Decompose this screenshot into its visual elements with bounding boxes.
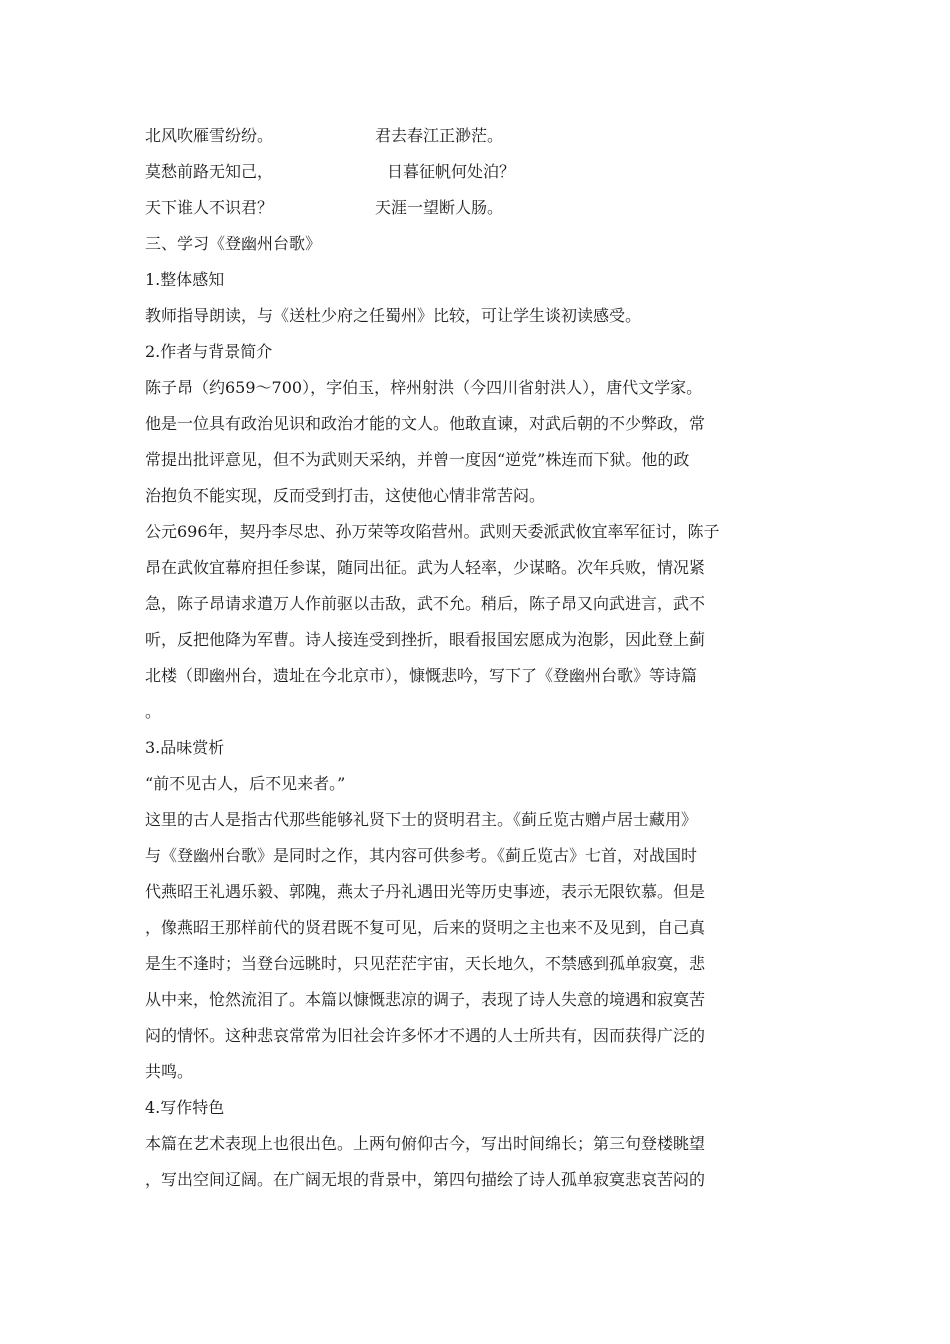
paragraph-line: 教师指导朗读，与《送杜少府之任蜀州》比较，可让学生谈初读感受。 [145,306,642,325]
paragraph-line: 陈子昂（约659～700），字伯玉，梓州射洪（今四川省射洪人），唐代文学家。 [145,378,703,397]
poem-line-right: 天涯一望断人肠。 [375,198,504,217]
paragraph-line: 常提出批评意见，但不为武则天采纳，并曾一度因“逆党”株连而下狱。他的政 [145,450,690,469]
poem-quote: “前不见古人，后不见来者。” [145,774,346,793]
subsection-heading: 1.整体感知 [145,270,225,289]
document-page [145,118,805,1198]
paragraph-line: ，写出空间辽阔。在广阔无垠的背景中，第四句描绘了诗人孤单寂寞悲哀苦闷的 [145,1170,706,1189]
paragraph-line: 代燕昭王礼遇乐毅、郭隗，燕太子丹礼遇田光等历史事迹，表示无限钦慕。但是 [145,882,706,901]
poem-line-left: 北风吹雁雪纷纷。 [145,126,274,145]
poem-line-right: 君去春江正渺茫。 [375,126,504,145]
section-title: 三、学习《登幽州台歌》 [145,234,322,253]
paragraph-line: 公元696年，契丹李尽忠、孙万荣等攻陷营州。武则天委派武攸宜率军征讨，陈子 [145,522,720,541]
poem-row-2 [145,154,805,190]
paragraph-line: 听，反把他降为军曹。诗人接连受到挫折，眼看报国宏愿成为泡影，因此登上蓟 [145,630,706,649]
paragraph-line: 昂在武攸宜幕府担任参谋，随同出征。武为人轻率，少谋略。次年兵败，情况紧 [145,558,706,577]
paragraph-line: 共鸣。 [145,1062,194,1081]
paragraph-line: 北楼（即幽州台，遗址在今北京市），慷慨悲吟，写下了《登幽州台歌》等诗篇 [145,666,698,685]
paragraph-line: 治抱负不能实现，反而受到打击，这使他心情非常苦闷。 [145,486,546,505]
paragraph-line: 从中来，怆然流泪了。本篇以慷慨悲凉的调子，表现了诗人失意的境遇和寂寞苦 [145,990,706,1009]
subsection-heading: 4.写作特色 [145,1098,225,1117]
poem-line-right: 日暮征帆何处泊？ [387,162,516,181]
paragraph-line: ，像燕昭王那样前代的贤君既不复可见，后来的贤明之主也来不及见到，自己真 [145,918,706,937]
subsection-heading: 3.品味赏析 [145,738,225,757]
poem-row-3 [145,190,805,226]
paragraph-line: 这里的古人是指古代那些能够礼贤下士的贤明君主。《蓟丘览古赠卢居士藏用》 [145,810,698,829]
subsection-heading: 2.作者与背景简介 [145,342,273,361]
paragraph-line: 。 [145,702,162,721]
paragraph-line: 急，陈子昂请求遣万人作前驱以击敌，武不允。稍后，陈子昂又向武进言，武不 [145,594,706,613]
paragraph-line: 与《登幽州台歌》是同时之作，其内容可供参考。《蓟丘览古》七首，对战国时 [145,846,698,865]
poem-line-left: 莫愁前路无知己， [145,162,274,181]
paragraph-line: 闷的情怀。这种悲哀常常为旧社会许多怀才不遇的人士所共有，因而获得广泛的 [145,1026,706,1045]
paragraph-line: 是生不逢时；当登台远眺时，只见茫茫宇宙，天长地久，不禁感到孤单寂寞，悲 [145,954,706,973]
paragraph-line: 他是一位具有政治见识和政治才能的文人。他敢直谏，对武后朝的不少弊政，常 [145,414,706,433]
paragraph-line: 本篇在艺术表现上也很出色。上两句俯仰古今，写出时间绵长；第三句登楼眺望 [145,1134,706,1153]
poem-line-left: 天下谁人不识君？ [145,198,274,217]
poem-row-1 [145,118,805,154]
